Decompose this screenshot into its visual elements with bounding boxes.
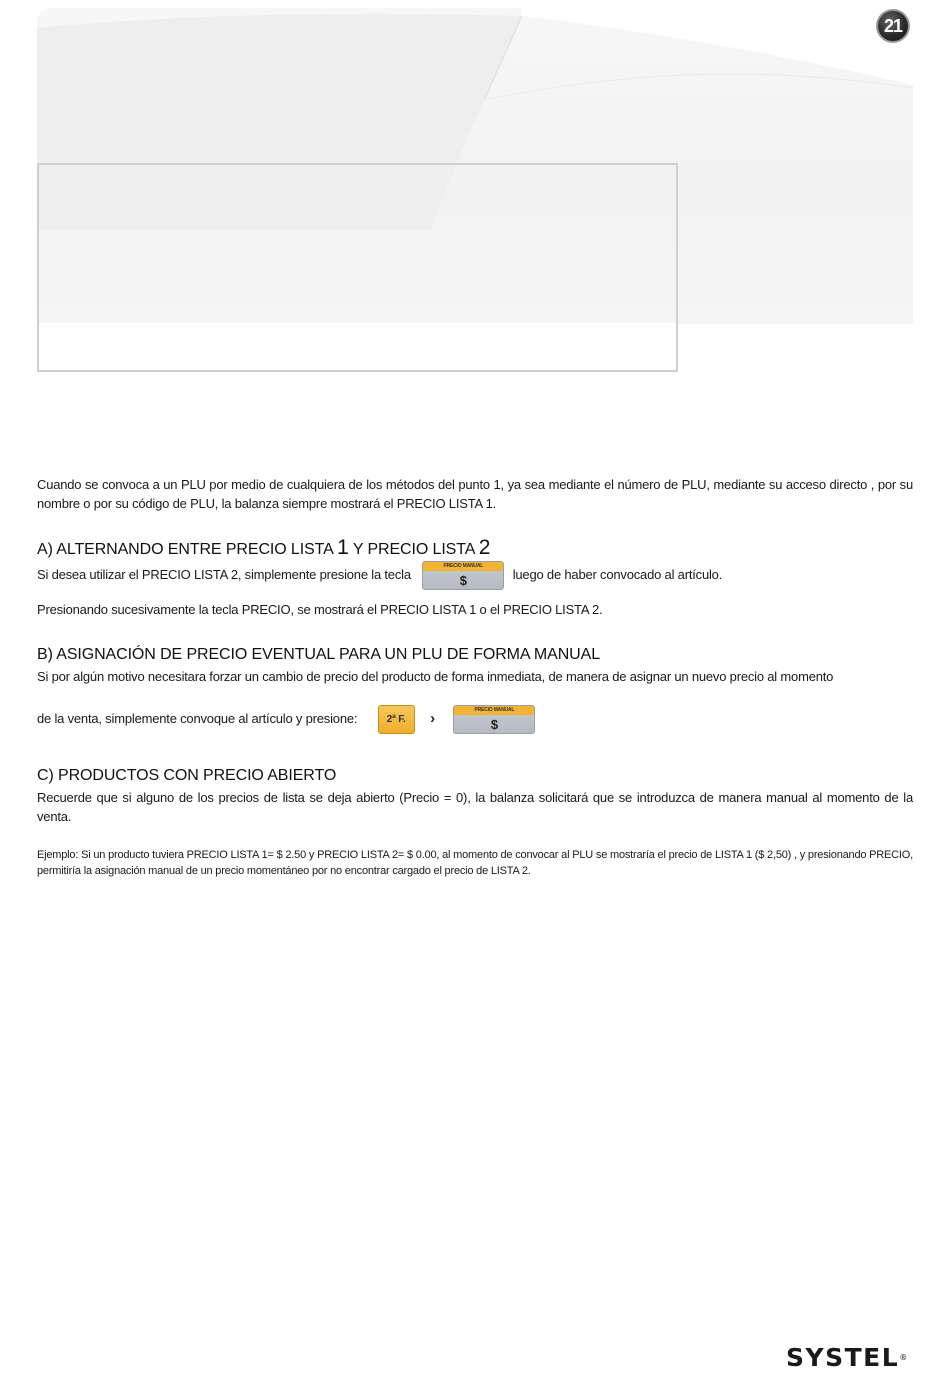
precio-manual-key-2 (453, 705, 535, 734)
section-a-line1-before: Si desea utilizar el PRECIO LISTA 2, simplemente presione la tecla (37, 566, 411, 582)
section-a-title-part2: Y PRECIO LISTA (348, 541, 479, 558)
section-a-line1-after: luego de haber convocado al artículo. (512, 566, 723, 582)
example-paragraph: Ejemplo: Si un producto tuviera PRECIO LISTA 1= $ 2.50 y PRECIO LISTA 2= $ 0.00, al momento de convocar al PLU se mostraría el precio de LISTA 1 ($ 2,50) , y presionando PRECIO, permitiría la asignación manual de un precio momentáneo por no encontrar cargado el precio de LISTA 2. (37, 849, 913, 877)
section-a-note: Presionando sucesivamente la tecla PRECIO, se mostrará el PRECIO LISTA 1 o el PRECIO LISTA 2. (37, 602, 603, 617)
section-a-title (37, 538, 490, 560)
section-b-title: B) ASIGNACIÓN DE PRECIO EVENTUAL PARA UN PLU DE FORMA MANUAL (37, 646, 601, 663)
precio-manual-key-2-label: PRECIO MANUAL (454, 706, 534, 715)
precio-manual-key-label: PRECIO MANUAL (423, 562, 503, 571)
second-function-key: 2ª F. (378, 705, 415, 734)
page-number-badge: 21 (876, 9, 910, 43)
registered-mark: ® (899, 1353, 908, 1362)
title-box-lower-fill (39, 323, 676, 370)
dollar-icon: $ (490, 717, 498, 732)
systel-logo (786, 1343, 907, 1373)
chevron-right-icon: › (430, 709, 435, 727)
section-c-body: Recuerde que si alguno de los precios de lista se deja abierto (Precio = 0), la balanza solicitará que se introduzca de manera manual al momento de la venta. (37, 790, 913, 824)
section-c-title: C) PRODUCTOS CON PRECIO ABIERTO (37, 767, 337, 784)
section-a-title-num2: 2 (478, 536, 491, 559)
section-a-instruction (37, 561, 913, 593)
precio-manual-key (422, 561, 504, 590)
section-a-title-part1: A) ALTERNANDO ENTRE PRECIO LISTA (37, 541, 338, 558)
brand-name: SYSTEL (786, 1343, 900, 1372)
section-b-line2: de la venta, simplemente convoque al artículo y presione: (37, 710, 358, 726)
intro-paragraph: Cuando se convoca a un PLU por medio de cualquiera de los métodos del punto 1, ya sea mediante el número de PLU, mediante su acceso directo , por su nombre o por su código de PLU, la balanza siempre mostrará el PRECIO LISTA 1. (37, 477, 913, 511)
dollar-icon: $ (459, 573, 467, 588)
section-b-instruction (37, 705, 913, 737)
section-b-line1: Si por algún motivo necesitara forzar un cambio de precio del producto de forma inmediata, de manera de asignar un nuevo precio al momento (37, 669, 834, 684)
section-a-title-num1: 1 (337, 536, 349, 559)
